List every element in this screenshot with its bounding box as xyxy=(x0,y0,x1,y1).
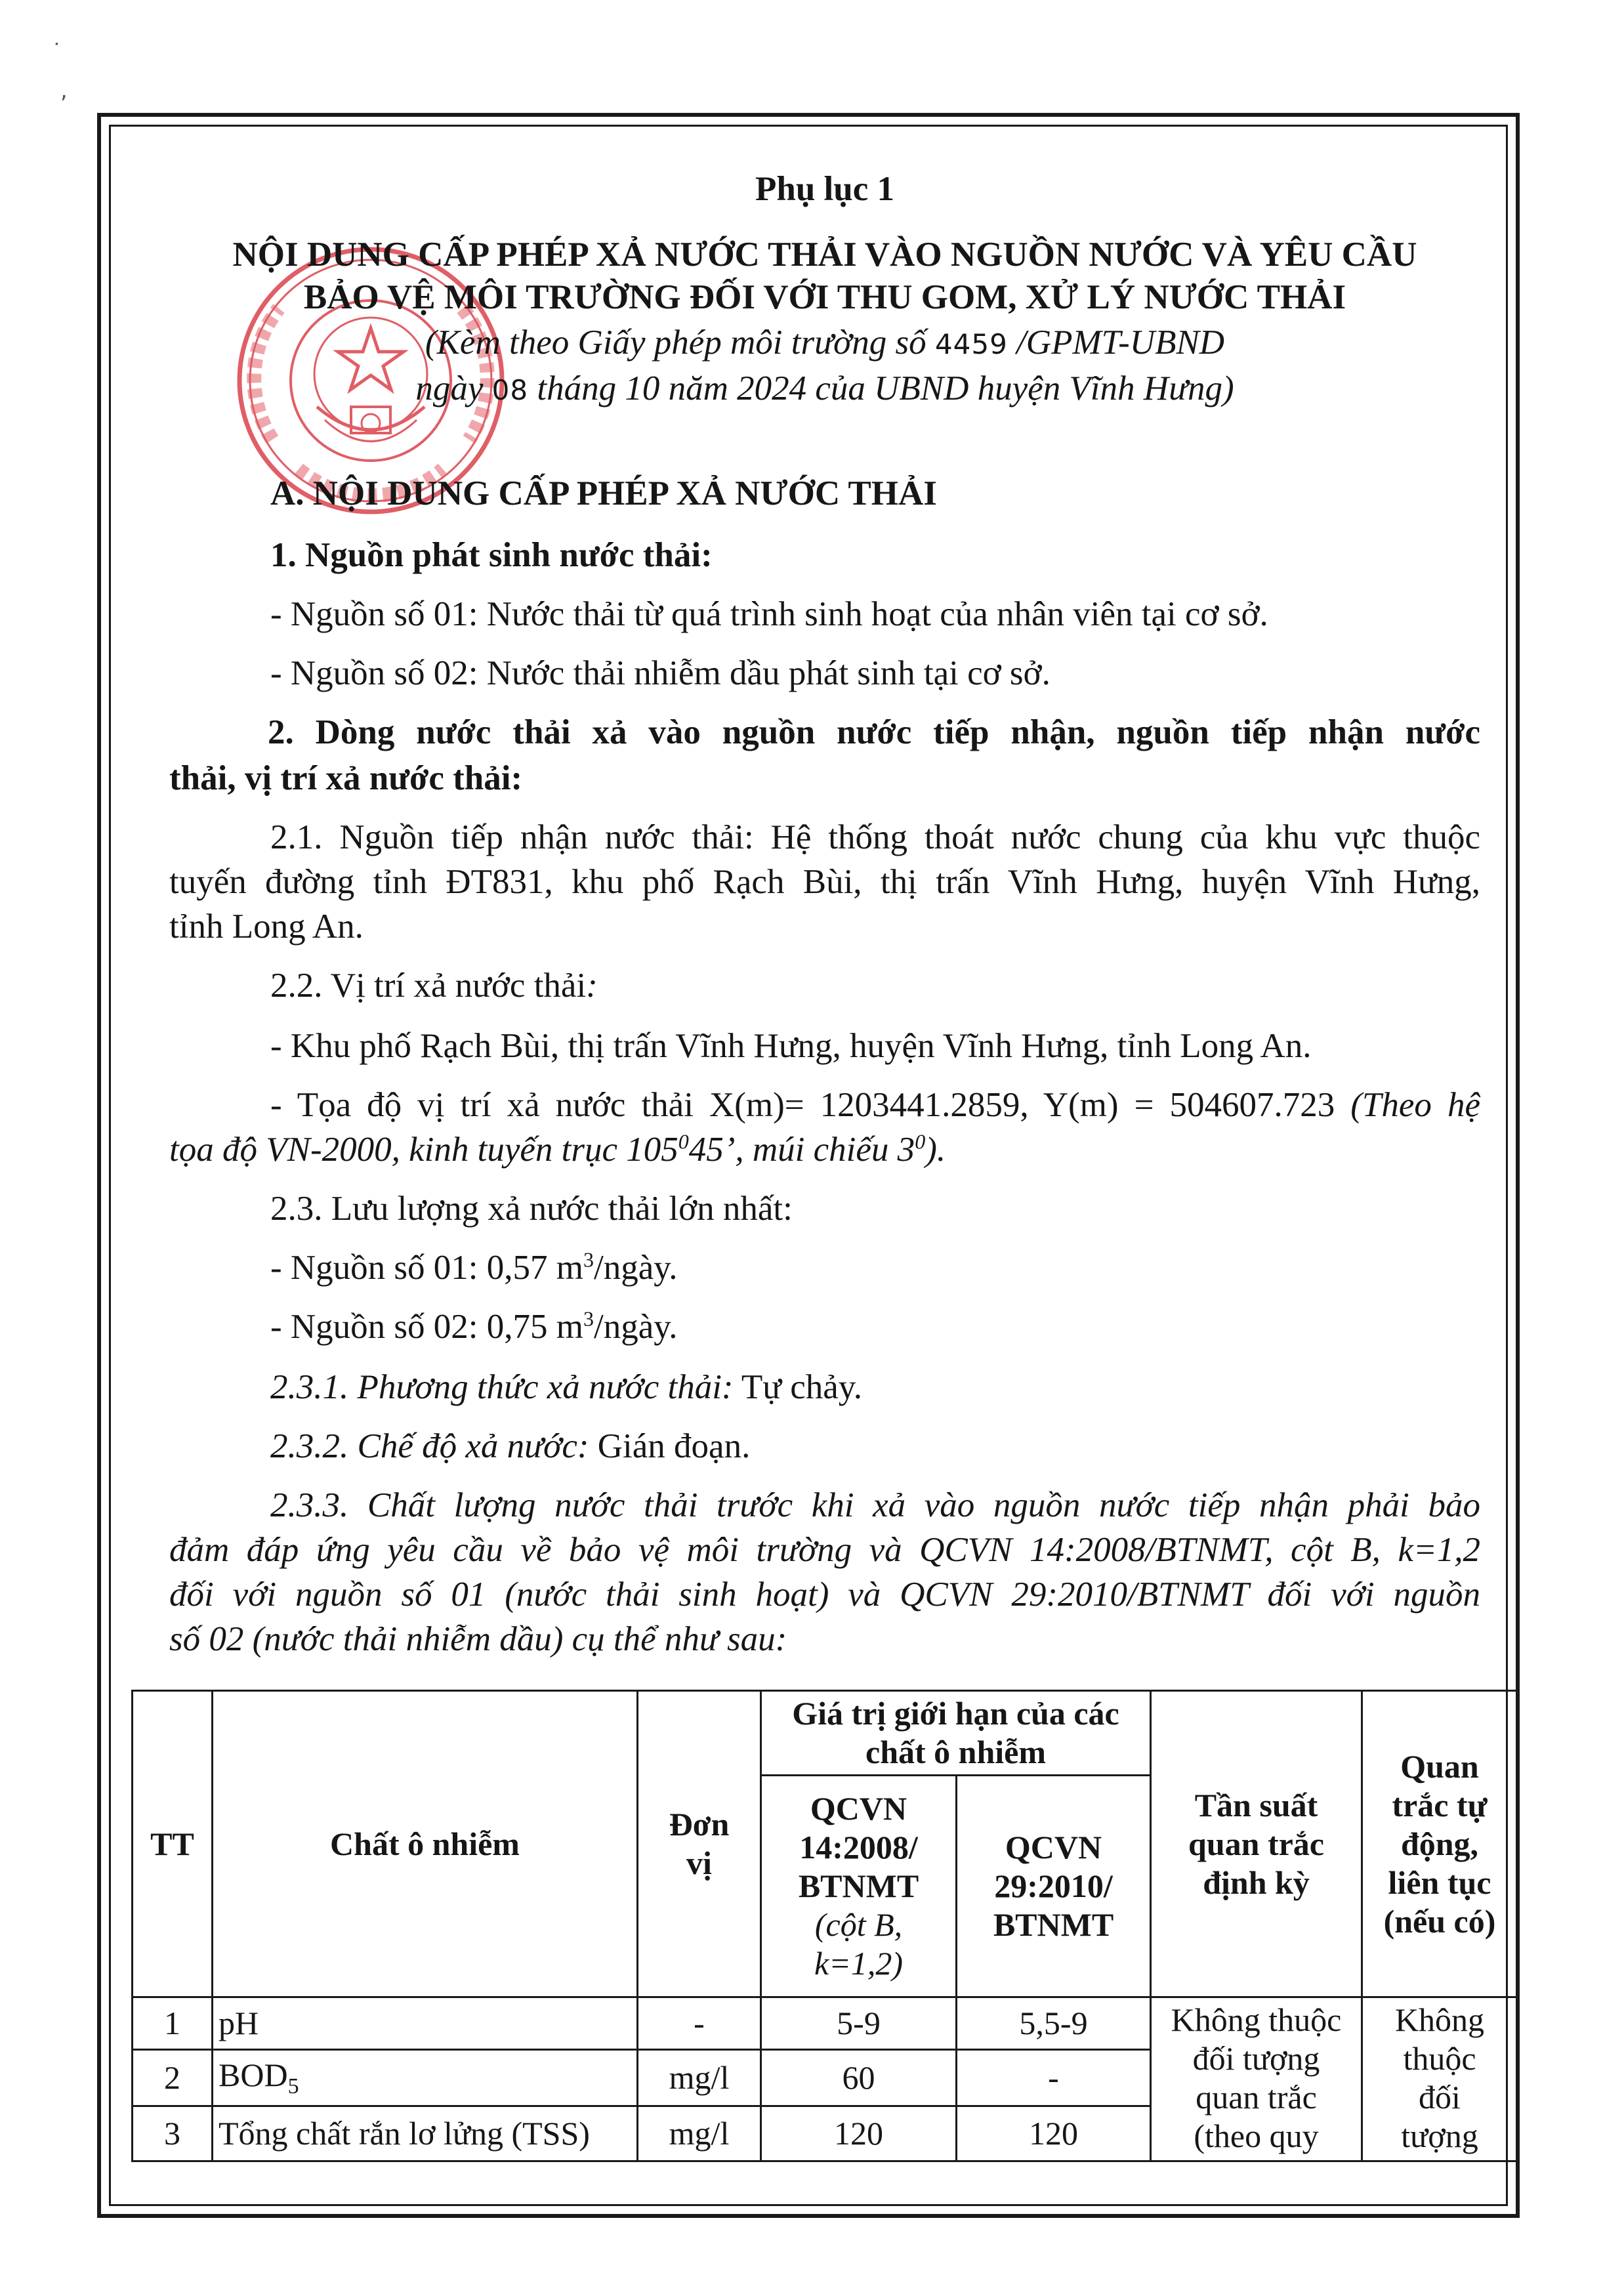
row-1-unit: - xyxy=(638,1997,761,2050)
coordinates-line2-c: ). xyxy=(925,1131,946,1169)
header-frequency-line3: định kỳ xyxy=(1203,1864,1310,1901)
flow-2-prefix: - Nguồn số 02: 0,75 m xyxy=(270,1308,583,1346)
header-qcvn29-line3: BTNMT xyxy=(993,1906,1114,1943)
header-auto-line3: động, xyxy=(1400,1825,1479,1862)
flow-1-suffix: /ngày. xyxy=(594,1249,678,1287)
para-2-3-2-label: 2.3.2. Chế độ xả nước: xyxy=(270,1427,589,1465)
auto-note-line2: thuộc xyxy=(1403,2040,1476,2077)
header-auto-line4: liên tục xyxy=(1388,1864,1491,1901)
header-frequency xyxy=(1151,1691,1362,1997)
coordinates-line1 xyxy=(270,1088,1480,1123)
frequency-note-line1: Không thuộc xyxy=(1171,2001,1342,2038)
flow-2-suffix: /ngày. xyxy=(594,1308,678,1346)
para-2-3-3-line3: đối với nguồn số 01 (nước thải sinh hoạt) và QCVN 29:2010/BTNMT đối với nguồn xyxy=(169,1575,1480,1614)
para-2-2-title xyxy=(270,969,598,1003)
degree-sup-1: 0 xyxy=(678,1129,689,1154)
header-limit-group-line1: Giá trị giới hạn của các xyxy=(792,1695,1119,1732)
header-unit-line2: vị xyxy=(686,1845,712,1881)
auto-note-line1: Không xyxy=(1394,2001,1485,2038)
para-2-3-3-line4: số 02 (nước thải nhiễm dầu) cụ thể như sau: xyxy=(169,1620,787,1658)
section-a-heading: A. NỘI DUNG CẤP PHÉP XẢ NƯỚC THẢI xyxy=(270,474,937,512)
row-1-qcvn29: 5,5-9 xyxy=(957,1997,1151,2050)
pollutant-limits-table xyxy=(131,1690,1518,2162)
coordinates-line2 xyxy=(169,1129,946,1169)
header-auto-monitoring xyxy=(1362,1691,1518,1997)
header-qcvn29 xyxy=(957,1776,1151,1997)
para-2-3-title: 2.3. Lưu lượng xả nước thải lớn nhất: xyxy=(270,1190,793,1228)
attachment-prefix: (Kèm theo Giấy phép môi trường số xyxy=(425,323,935,362)
header-frequency-line1: Tần suất xyxy=(1194,1786,1318,1824)
frequency-note-line3: quan trắc xyxy=(1196,2079,1317,2116)
header-auto-line1: Quan xyxy=(1400,1747,1479,1785)
auto-note-line4: tượng xyxy=(1401,2117,1478,2154)
table-header-row xyxy=(133,1691,1518,1776)
header-qcvn14-line3: BTNMT xyxy=(798,1867,919,1904)
header-unit xyxy=(638,1691,761,1997)
date-prefix: ngày xyxy=(415,369,492,407)
degree-sup-2: 0 xyxy=(915,1129,926,1154)
scan-mark: , xyxy=(60,77,68,104)
para-2-2-title-text: 2.2. Vị trí xả nước thải xyxy=(270,967,587,1005)
para-2-3-2-value: Gián đoạn. xyxy=(589,1427,751,1465)
handwritten-date-day: 08 xyxy=(491,374,529,406)
subsection-2-heading-line1: 2. Dòng nước thải xả vào nguồn nước tiếp nhận, nguồn tiếp nhận nước xyxy=(268,713,1480,751)
row-3-tt: 3 xyxy=(133,2106,213,2161)
source-2-text: - Nguồn số 02: Nước thải nhiễm dầu phát sinh tại cơ sở. xyxy=(270,654,1051,692)
header-auto-line2: trắc tự xyxy=(1392,1786,1488,1824)
auto-monitoring-note xyxy=(1362,1997,1518,2161)
header-qcvn14-line1: QCVN xyxy=(810,1790,907,1827)
header-limit-group xyxy=(761,1691,1151,1776)
header-qcvn14-line4: (cột B, xyxy=(814,1906,903,1943)
flow-1-prefix: - Nguồn số 01: 0,57 m xyxy=(270,1249,583,1287)
para-2-2-colon: : xyxy=(586,967,598,1005)
flow-source-1 xyxy=(270,1247,678,1287)
row-3-name: Tổng chất rắn lơ lửng (TSS) xyxy=(213,2106,638,2161)
coordinates-system-note: (Theo hệ xyxy=(1350,1086,1480,1124)
flow-1-sup: 3 xyxy=(583,1247,594,1272)
para-2-1-line2: tuyến đường tỉnh ĐT831, khu phố Rạch Bùi, thị trấn Vĩnh Hưng, huyện Vĩnh Hưng, xyxy=(169,863,1480,901)
source-1-text: - Nguồn số 01: Nước thải từ quá trình sinh hoạt của nhân viên tại cơ sở. xyxy=(270,595,1268,633)
row-3-qcvn14: 120 xyxy=(761,2106,957,2161)
subsection-2-heading-line2: thải, vị trí xả nước thải: xyxy=(169,759,523,797)
attachment-suffix: /GPMT-UBND xyxy=(1007,323,1225,362)
table-row xyxy=(133,1997,1518,2050)
scan-mark: ˙ xyxy=(51,39,62,66)
header-qcvn29-line2: 29:2010/ xyxy=(994,1867,1113,1904)
appendix-title: Phụ lục 1 xyxy=(755,170,895,208)
para-2-3-2 xyxy=(270,1429,750,1464)
row-2-name-main: BOD xyxy=(219,2056,288,2093)
para-2-1-line3: tỉnh Long An. xyxy=(169,907,364,946)
para-2-3-3-line2: đảm đáp ứng yêu cầu về bảo vệ môi trường và QCVN 14:2008/BTNMT, cột B, k=1,2 xyxy=(169,1531,1480,1569)
para-2-3-1-label: 2.3.1. Phương thức xả nước thải: xyxy=(270,1368,734,1406)
para-2-3-1 xyxy=(270,1370,862,1405)
header-auto-line5: (nếu có) xyxy=(1383,1902,1496,1940)
flow-source-2 xyxy=(270,1306,678,1346)
date-suffix: tháng 10 năm 2024 của UBND huyện Vĩnh Hưng) xyxy=(528,369,1234,407)
row-3-unit: mg/l xyxy=(638,2106,761,2161)
header-qcvn14-line2: 14:2008/ xyxy=(799,1829,918,1866)
row-2-tt: 2 xyxy=(133,2050,213,2106)
appendix-heading-line2: BẢO VỆ MÔI TRƯỜNG ĐỐI VỚI THU GOM, XỬ LÝ NƯỚC THẢI xyxy=(303,278,1346,316)
header-qcvn14-line5: k=1,2) xyxy=(814,1945,904,1982)
para-2-1-line1: 2.1. Nguồn tiếp nhận nước thải: Hệ thống thoát nước chung của khu vực thuộc xyxy=(270,818,1480,856)
frequency-note-line2: đối tượng xyxy=(1192,2040,1320,2077)
frequency-note xyxy=(1151,1997,1362,2161)
row-1-tt: 1 xyxy=(133,1997,213,2050)
coordinates-text: - Tọa độ vị trí xả nước thải X(m)= 1203441.2859, Y(m) = 504607.723 xyxy=(270,1086,1351,1124)
row-3-qcvn29: 120 xyxy=(957,2106,1151,2161)
header-qcvn29-line1: QCVN xyxy=(1005,1829,1102,1866)
para-2-3-1-value: Tự chảy. xyxy=(733,1368,863,1406)
appendix-heading-line1: NỘI DUNG CẤP PHÉP XẢ NƯỚC THẢI VÀO NGUỒN NƯỚC VÀ YÊU CẦU xyxy=(232,236,1417,274)
row-1-name: pH xyxy=(213,1997,638,2050)
attachment-reference xyxy=(169,325,1480,360)
header-pollutant: Chất ô nhiễm xyxy=(213,1691,638,1997)
para-2-3-3-line1: 2.3.3. Chất lượng nước thải trước khi xả vào nguồn nước tiếp nhận phải bảo xyxy=(270,1486,1480,1524)
header-qcvn14 xyxy=(761,1776,957,1997)
header-frequency-line2: quan trắc xyxy=(1188,1825,1324,1862)
row-1-qcvn14: 5-9 xyxy=(761,1997,957,2050)
handwritten-permit-number: 4459 xyxy=(934,328,1008,360)
row-2-qcvn14: 60 xyxy=(761,2050,957,2106)
header-unit-line1: Đơn xyxy=(669,1806,730,1843)
row-2-name xyxy=(213,2050,638,2106)
coordinates-line2-a: tọa độ VN-2000, kinh tuyến trục 105 xyxy=(169,1131,678,1169)
flow-2-sup: 3 xyxy=(583,1306,594,1331)
header-tt: TT xyxy=(133,1691,213,1997)
frequency-note-line4: (theo quy xyxy=(1194,2117,1319,2154)
row-2-unit: mg/l xyxy=(638,2050,761,2106)
coordinates-line2-b: 45’, múi chiếu 3 xyxy=(688,1131,915,1169)
subsection-1-heading: 1. Nguồn phát sinh nước thải: xyxy=(270,536,713,574)
para-2-2-location: - Khu phố Rạch Bùi, thị trấn Vĩnh Hưng, huyện Vĩnh Hưng, tỉnh Long An. xyxy=(270,1027,1312,1065)
attachment-date xyxy=(169,371,1480,406)
header-limit-group-line2: chất ô nhiễm xyxy=(865,1734,1046,1770)
row-2-qcvn29: - xyxy=(957,2050,1151,2106)
row-2-name-subscript: 5 xyxy=(287,2074,299,2098)
auto-note-line3: đối xyxy=(1419,2079,1461,2116)
